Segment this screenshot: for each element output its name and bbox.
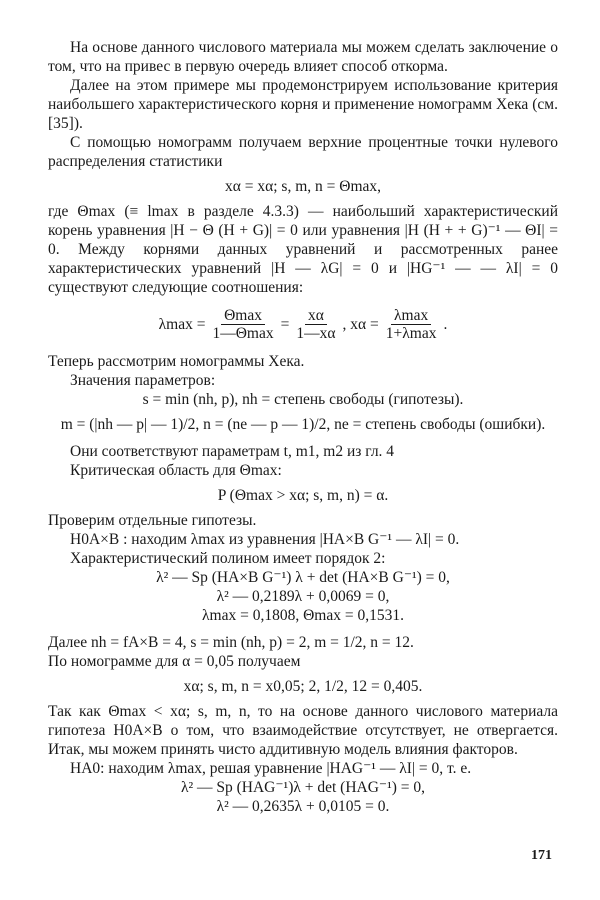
equation: λ² — Sp (HA×B G⁻¹) λ + det (HA×B G⁻¹) = 0, (156, 569, 450, 586)
page-number: 171 (531, 848, 552, 863)
fraction-numerator: xα (305, 307, 327, 325)
equation-part: = (280, 316, 290, 333)
fraction-denominator: 1—xα (296, 325, 336, 342)
equation: λmax = 0,1808, Θmax = 0,1531. (202, 607, 404, 624)
equation: xα; s, m, n = x0,05; 2, 1/2, 12 = 0,405. (183, 678, 423, 695)
fraction (209, 307, 276, 342)
fraction-numerator: λmax (391, 307, 431, 325)
fraction-denominator: 1—Θmax (212, 325, 274, 342)
paragraph: По номограмме для α = 0,05 получаем (48, 653, 301, 670)
equation: λ² — 0,2189λ + 0,0069 = 0, (216, 588, 390, 605)
paragraph: Они соответствуют параметрам t, m1, m2 из гл. 4 (70, 443, 395, 460)
equation: xα = xα; s, m, n = Θmax, (225, 178, 381, 195)
paragraph: где Θmax (≡ lmax в разделе 4.3.3) — наибольший характеристический корень уравнения |H − Θ (H + G)| = 0 или уравнения |H (H + + G)⁻¹ — ΘI| = 0. Между корнями данных уравнений и рассмотренных ранее характеристических уравнений |H — λG| = 0 и |HG⁻¹ — — λI| = 0 существуют следующие соотношения: (48, 203, 558, 296)
fraction (383, 307, 440, 342)
paragraph: Далее на этом примере мы продемонстрируем использование критерия наибольшего характеристического корня и применение номограмм Хека (см. [35]). (48, 77, 558, 132)
paragraph: Далее nh = fA×B = 4, s = min (nh, p) = 2, m = 1/2, n = 12. (48, 634, 414, 651)
equation-part: . (443, 316, 448, 333)
paragraph: Так как Θmax < xα; s, m, n, то на основе данного числового материала гипотеза H0A×B о том, что взаимодействие отсутствует, не отвергается. Итак, мы можем принять чисто аддитивную модель влияния факторов. (48, 703, 558, 758)
paragraph: Проверим отдельные гипотезы. (48, 512, 257, 529)
equation-part: λmax = (158, 316, 206, 333)
equation: λ² — 0,2635λ + 0,0105 = 0. (216, 798, 390, 815)
equation-fractions (48, 307, 558, 342)
paragraph: Критическая область для Θmax: (70, 462, 282, 479)
fraction (293, 307, 338, 342)
equation: λ² — Sp (HAG⁻¹)λ + det (HAG⁻¹) = 0, (180, 779, 426, 796)
paragraph: Характеристический полином имеет порядок 2: (70, 550, 386, 567)
equation: m = (|nh — p| — 1)/2, n = (ne — p — 1)/2, ne = степень свободы (ошибки). (60, 416, 546, 433)
paragraph: HA0: находим λmax, решая уравнение |HAG⁻¹ — λI| = 0, т. е. (70, 760, 472, 777)
equation: P (Θmax > xα; s, m, n) = α. (217, 487, 389, 504)
fraction-denominator: 1+λmax (385, 325, 437, 342)
paragraph: H0A×B : находим λmax из уравнения |HA×B G⁻¹ — λI| = 0. (70, 531, 460, 548)
equation-part: , xα = (342, 316, 379, 333)
page-body (48, 38, 558, 816)
paragraph: Значения параметров: (70, 372, 216, 389)
equation: s = min (nh, p), nh = степень свободы (гипотезы). (142, 391, 464, 408)
paragraph: Теперь рассмотрим номограммы Хека. (48, 353, 305, 370)
paragraph: На основе данного числового материала мы можем сделать заключение о том, что на привес в первую очередь влияет способ откорма. (48, 39, 558, 75)
paragraph: С помощью номограмм получаем верхние процентные точки нулевого распределения статистики (48, 134, 558, 170)
fraction-numerator: Θmax (221, 307, 265, 325)
